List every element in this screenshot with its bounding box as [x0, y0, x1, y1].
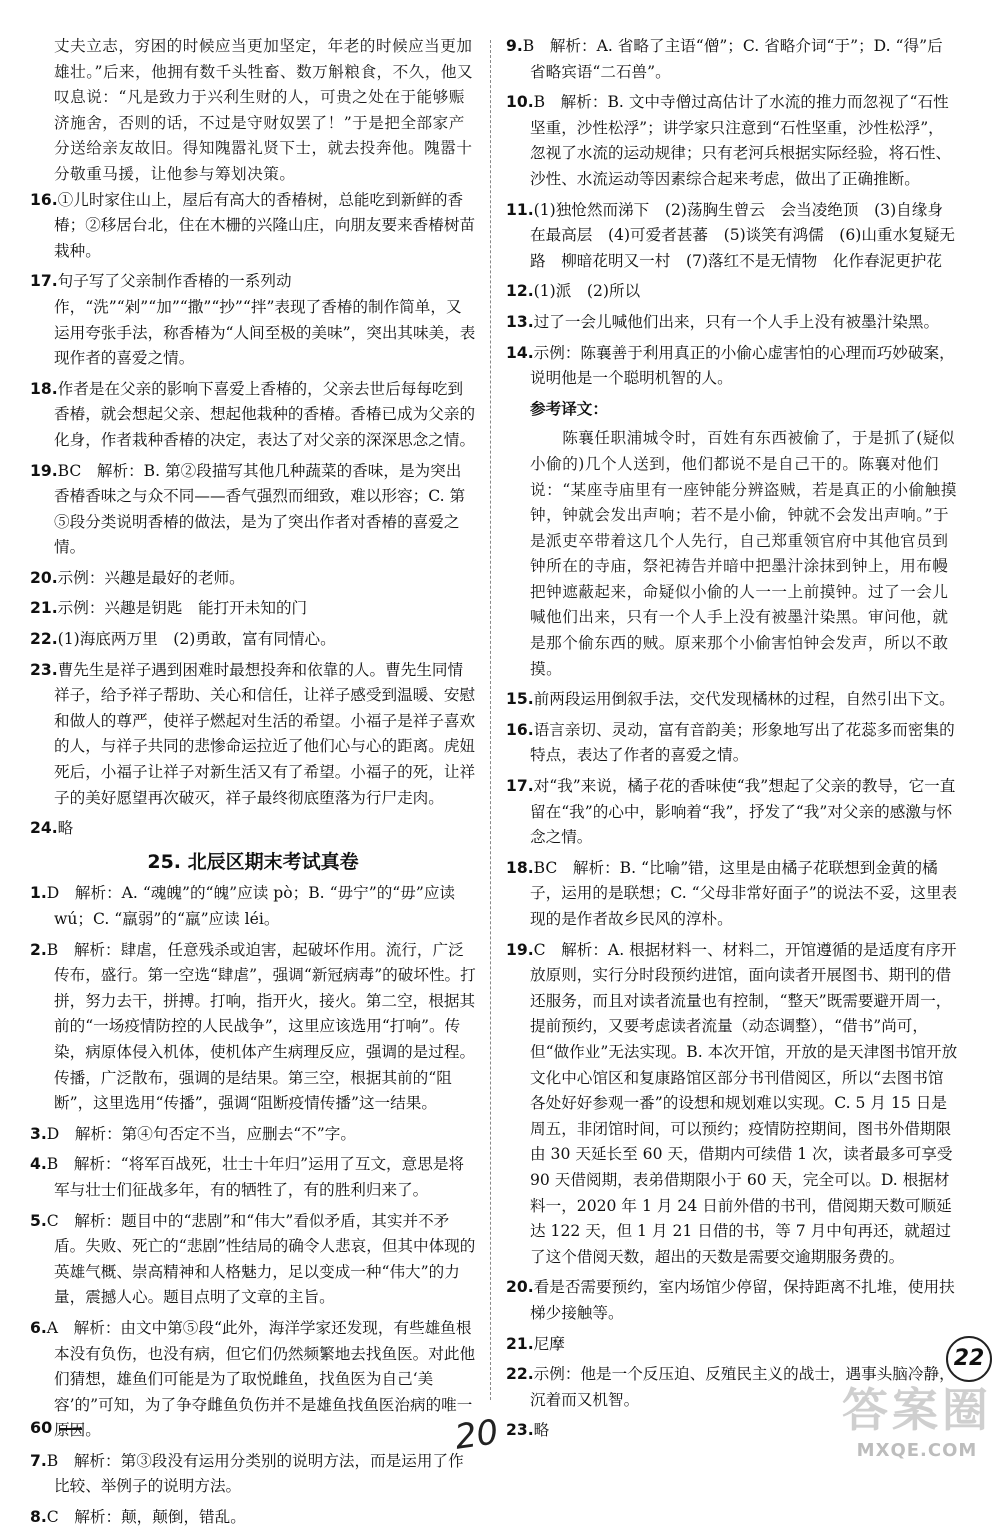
question-number: 16. [30, 190, 58, 209]
watermark-url: MXQE.COM [856, 1440, 978, 1461]
question-number: 8. [30, 1508, 47, 1527]
answer-item [30, 1152, 476, 1203]
question-number: 3. [30, 1124, 47, 1143]
question-number: 15. [506, 690, 534, 709]
answer-text: BC 解析：B. 第②段描写其他几种蔬菜的香味，是为突出香椿香味之与众不同——香气强烈而细致，难以形容；C. 第⑤段分类说明香椿的做法，是为了突出作者对香椿的喜爱之情。 [54, 461, 466, 557]
answer-item [506, 341, 958, 392]
answer-text: B 解析：B. 文中寺僧过高估计了水流的推力而忽视了“石性坚重，沙性松浮”；讲学家只注意到“石性坚重，沙性松浮”，忽视了水流的运动规律；只有老河兵根据实际经验，将石性、沙性、水流运动等因素综合起来考虑，做出了正确推断。 [530, 93, 952, 188]
question-number: 24. [30, 819, 58, 838]
answer-item [30, 377, 476, 454]
translation-text: 陈襄任职浦城令时，百姓有东西被偷了，于是抓了(疑似小偷的)几个人送到，他们都说不是自己干的。陈襄对他们说：“某座寺庙里有一座钟能分辨盗贼，若是真正的小偷触摸钟，钟就会发出声响；若不是小偷，钟就不会发出声响。”于是派吏卒带着这几个人先行，自己郑重领官府中其他官员到钟所在的寺庙，祭祀祷告并暗中把墨汁涂抹到钟上，用布幔把钟遮蔽起来，命疑似小偷的人一一上前摸钟。过了一会儿喊他们出来，只有一个人手上没有被墨汁染黑。审问他，就是那个偷东西的贼。原来那个小偷害怕钟会发声，所以不敢摸。 [530, 429, 957, 678]
answer-item [30, 1122, 476, 1148]
answer-text: B 解析：肆虐，任意残杀或迫害，起破坏作用。流行，广泛传布，盛行。第一空选“肆虐”，强调“新冠病毒”的破坏性。打拼，努力去干，拼搏。打响，指开火，接火。第二空，根据其前的“一场疫情防控的人民战争”，这里应该选用“打响”。传染，病原体侵入机体，使机体产生病理反应，强调的是过程。传播，广泛散布，强调的是结果。第三空，根据其前的“阻断”，这里选用“传播”，强调“阻断疫情传播”这一结果。 [46, 940, 476, 1113]
answer-item [30, 459, 476, 561]
answer-text: B 解析：第③段没有运用分类别的说明方法，而是运用了作比较、举例子的说明方法。 [46, 1451, 464, 1496]
section-title: 25. 北辰区期末考试真卷 [147, 850, 359, 873]
answer-item [506, 938, 958, 1271]
question-number: 19. [30, 461, 58, 480]
question-number: 9. [506, 37, 523, 55]
question-number: 6. [30, 1318, 47, 1337]
answer-text: B 解析：A. 省略了主语“僧”；C. 省略介词“于”；D. “得”后省略宾语“二石兽”。 [522, 37, 943, 81]
answer-item [506, 1332, 958, 1358]
watermark-text: 答案圈 [842, 1383, 992, 1437]
answer-text: 示例：兴趣是钥匙 能打开未知的门 [57, 599, 308, 618]
question-number: 4. [30, 1155, 47, 1174]
question-number: 16. [506, 720, 534, 739]
translation-label: 参考译文： [530, 399, 608, 418]
answer-item [30, 269, 476, 371]
answer-text: 看是否需要预约，室内场馆少停留，保持距离不扎堆，使用扶梯少接触等。 [530, 1278, 955, 1322]
question-number: 14. [506, 343, 534, 362]
answer-item [30, 881, 476, 932]
handwritten-mark: 20 [452, 1412, 501, 1458]
question-number: 11. [506, 200, 534, 219]
answer-item [30, 938, 476, 1117]
question-number: 2. [30, 940, 47, 959]
answer-item [30, 627, 476, 653]
answer-text: 语言亲切、灵动，富有音韵美；形象地写出了花蕊多而密集的特点，表达了作者的喜爱之情。 [530, 720, 955, 765]
answer-item [30, 1316, 476, 1444]
answer-text: ①儿时家住山上，屋后有高大的香椿树，总能吃到新鲜的香椿；②移居台北，住在木栅的兴隆山庄，向朋友要来香椿树苗栽种。 [54, 190, 476, 260]
question-number: 22. [506, 1365, 534, 1384]
question-number: 21. [506, 1334, 534, 1353]
question-number: 17. [30, 272, 58, 291]
answer-text: 尼摩 [533, 1334, 565, 1353]
question-number: 12. [506, 282, 534, 301]
answer-text: 过了一会儿喊他们出来，只有一个人手上没有被墨汁染黑。 [533, 312, 940, 331]
answer-text: C 解析：题目中的“悲剧”和“伟大”看似矛盾，其实并不矛盾。失败、死亡的“悲剧”性结局的确令人悲哀，但其中体现的英雄气概、崇高精神和人格魅力，足以变成一种“伟大”的力量，震撼人心。题目点明了文章的主旨。 [46, 1211, 476, 1307]
answer-text: 示例：兴趣是最好的老师。 [57, 568, 245, 587]
question-number: 18. [506, 858, 534, 877]
answer-item [506, 856, 958, 933]
answer-item [506, 198, 958, 275]
answer-item [506, 90, 958, 192]
question-number: 23. [30, 660, 58, 679]
answer-text: 示例：陈襄善于利用真正的小偷心虚害怕的心理而巧妙破案，说明他是一个聪明机智的人。 [530, 343, 955, 388]
answer-text: A 解析：由文中第⑤段“此外，海洋学家还发现，有些雄鱼根本没有负伤，也没有病，但它们仍然频繁地去找鱼医。对此他们猜想，雄鱼们可能是为了取悦雌鱼，找鱼医为自己‘美容’的”可知，为了争夺雌鱼负伤并不是雄鱼找鱼医治病的唯一原因。 [46, 1318, 476, 1440]
question-number: 19. [506, 940, 534, 959]
answer-text: (1)派 (2)所以 [533, 282, 641, 301]
answer-item [506, 718, 958, 769]
answer-item [30, 1449, 476, 1500]
answer-item [30, 566, 476, 592]
answer-text: 作者是在父亲的影响下喜爱上香椿的，父亲去世后每每吃到香椿，就会想起父亲、想起他栽种的香椿。香椿已成为父亲的化身，作者栽种香椿的决定，表达了对父亲的深深思念之情。 [54, 379, 476, 449]
answer-item [30, 1505, 476, 1531]
answer-text: (1)海底两万里 (2)勇敢，富有同情心。 [57, 630, 336, 649]
answer-text: (1)独怆然而涕下 (2)荡胸生曾云 会当凌绝顶 (3)自缘身在最高层 (4)可爱者甚蕃 (5)谈笑有鸿儒 (6)山重水复疑无路 柳暗花明又一村 (7)落红不是无情物 化作春泥更护花 [530, 200, 955, 270]
answer-text: 前两段运用倒叙手法，交代发现橘林的过程，自然引出下文。 [533, 690, 955, 709]
answer-text: 曹先生是祥子遇到困难时最想投奔和依靠的人。曹先生同情祥子，给予祥子帮助、关心和信任，让祥子感受到温暖、安慰和做人的尊严，使祥子燃起对生活的希望。小福子是祥子喜欢的人，与祥子共同的悲惨命运拉近了他们心与心的距离。虎妞死后，小福子让祥子对新生活又有了希望。小福子的死，让祥子的美好愿望再次破灭，祥子最终彻底堕落为行尸走肉。 [54, 660, 476, 807]
column-divider [490, 40, 491, 1400]
question-number: 23. [506, 1421, 534, 1440]
answer-item [506, 310, 958, 336]
question-number: 10. [506, 93, 534, 112]
question-number: 20. [30, 568, 58, 587]
answer-text: 略 [533, 1421, 550, 1440]
right-column [506, 34, 958, 1449]
page-number: 60 [30, 1418, 82, 1437]
answer-item [506, 687, 958, 713]
answer-text: 示例：他是一个反压迫、反殖民主义的战士，遇事头脑冷静，沉着而又机智。 [530, 1365, 955, 1409]
question-number: 1. [30, 884, 47, 903]
answer-text: C 解析：A. 根据材料一、材料二，开馆遵循的是适度有序开放原则，实行分时段预约进馆，面向读者开展图书、期刊的借还服务，而且对读者流量也有控制，“整天”既需要避开周一，提前预约，又要考虑读者流量（动态调整），“借书”尚可，但“做作业”无法实现。B. 本次开馆，开放的是天津图书馆开放文化中心馆区和复康路馆区部分书刊借阅区，所以“去图书馆各处好好参观一番”的设想和规划难以实现。C. 5 月 15 日是周五，非闭馆时间，可以预约；疫情防控期间，图书外借期限由 30 天延长至 60 天，借期内可续借 1 次，读者最多可享受 90 天借阅期，表弟借期限小于 60 天，完全可以。D. 根据材料一，2020 年 1 月 24 日前外借的书刊，借阅期天数可顺延达 122 天，但 1 月 21 日借的书，等 7 月中旬再还，就超过了这个借阅天数，超出的天数是需要交逾期服务费的。 [530, 940, 958, 1266]
answer-item [30, 596, 476, 622]
question-number: 7. [30, 1451, 47, 1470]
question-number: 21. [30, 599, 58, 618]
question-number: 22. [30, 630, 58, 649]
question-number: 20. [506, 1278, 534, 1297]
answer-item [506, 34, 958, 85]
question-number: 17. [506, 777, 534, 796]
answer-item [506, 774, 958, 851]
watermark-logo [842, 1374, 992, 1461]
answer-text: D 解析：A. “魂魄”的“魄”应读 pò；B. “毋宁”的“毋”应读 wú；C. “羸弱”的“羸”应读 léi。 [46, 884, 456, 928]
answer-item [30, 658, 476, 812]
answer-text: D 解析：第④句否定不当，应删去“不”字。 [46, 1124, 356, 1143]
answer-text: BC 解析：B. “比喻”错，这里是由橘子花联想到金黄的橘子，运用的是联想；C. “父母非常好面子”的说法不妥，这里表现的是作者故乡民风的淳朴。 [530, 858, 958, 928]
continued-translation: 丈夫立志，穷困的时候应当更加坚定，年老的时候应当更加雄壮。”后来，他拥有数千头牲畜、数万斛粮食，不久，他又叹息说：“凡是致力于兴利生财的人，可贵之处在于能够赈济施舍，否则的话，不过是守财奴罢了！”于是把全部家产分送给亲友故旧。得知隗嚣礼贤下士，就去投奔他。隗嚣十分敬重马援，让他参与筹划决策。 [54, 37, 474, 183]
question-number: 5. [30, 1211, 47, 1230]
answer-text: 略 [57, 819, 74, 838]
answer-item [30, 1209, 476, 1311]
left-column [30, 34, 476, 1536]
answer-item [30, 816, 476, 842]
question-number: 18. [30, 379, 58, 398]
circled-page-mark: 22 [946, 1336, 992, 1382]
answer-item [30, 188, 476, 265]
answer-text: C 解析：颠，颠倒，错乱。 [46, 1508, 246, 1527]
answer-text: 句子写了父亲制作香椿的一系列动作，“洗”“剁”“加”“撒”“抄”“拌”表现了香椿的制作简单，又运用夸张手法，称香椿为“人间至极的美味”，突出其味美，表现作者的喜爱之情。 [54, 272, 476, 368]
answer-text: 对“我”来说，橘子花的香味使“我”想起了父亲的教导，它一直留在“我”的心中，影响着“我”，抒发了“我”对父亲的感激与怀念之情。 [530, 777, 956, 847]
answer-text: B 解析：“将军百战死，壮士十年归”运用了互文，意思是将军与壮士们征战多年，有的牺牲了，有的胜利归来了。 [46, 1155, 465, 1199]
answer-item [506, 1275, 958, 1326]
question-number: 13. [506, 312, 534, 331]
answer-item [506, 279, 958, 305]
